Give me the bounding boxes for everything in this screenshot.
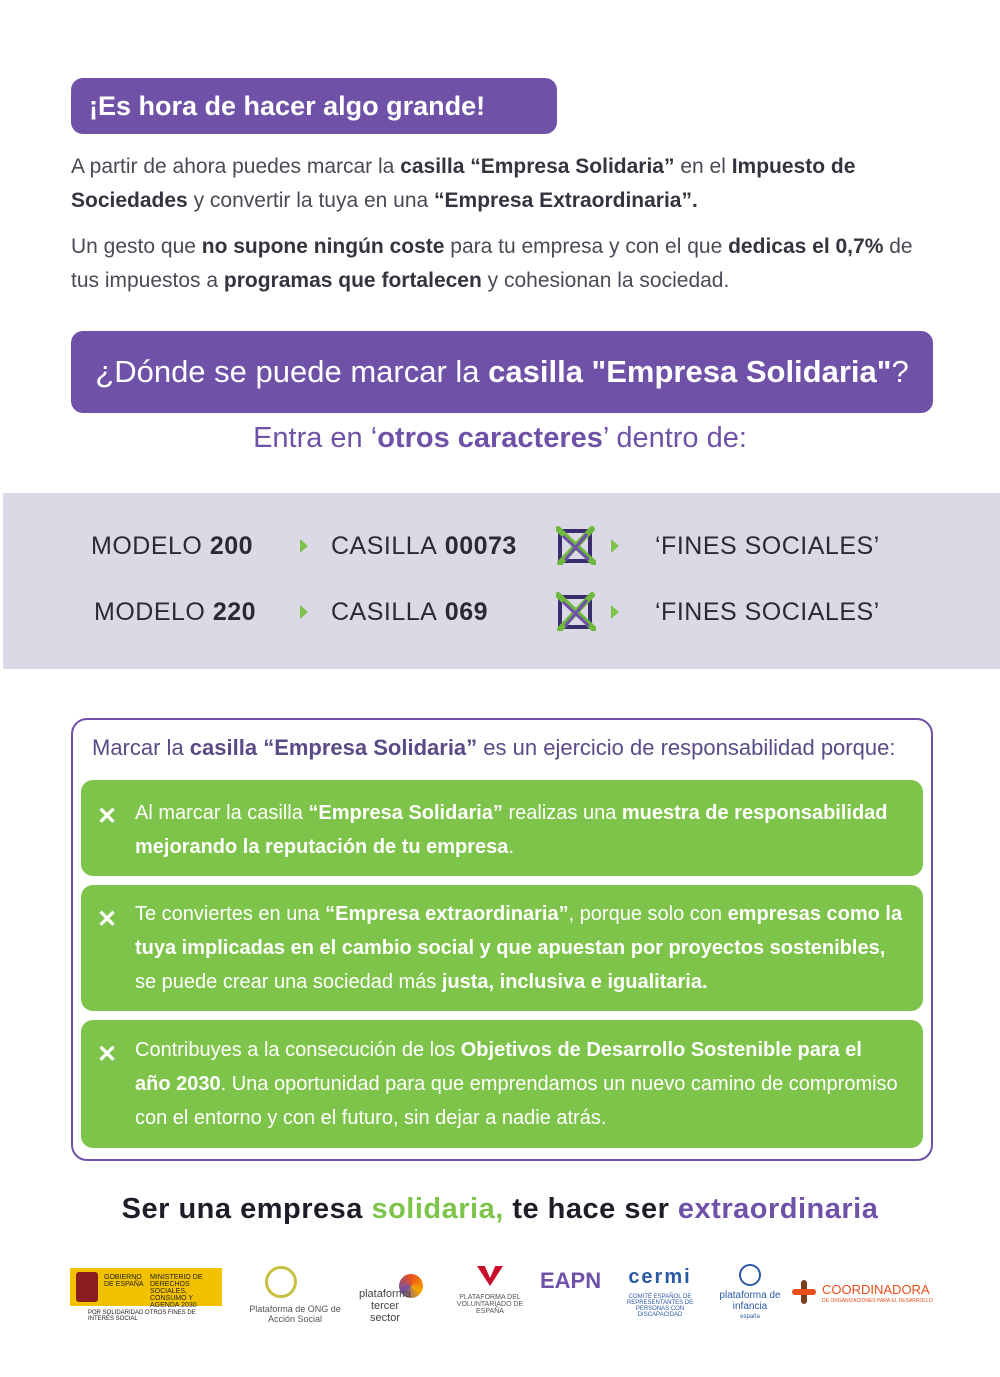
casilla-number: 069 [444, 598, 489, 626]
cermi-text: cermi [628, 1266, 692, 1288]
arrow-icon [611, 605, 619, 619]
reason-card-2 [81, 885, 923, 1011]
instruction-text [0, 422, 1000, 455]
ministerio-text: MINISTERIO DE DERECHOS SOCIALES, CONSUMO Y AGENDA 2030 [150, 1274, 203, 1309]
modelo-200-label [91, 532, 253, 561]
bold-segment: casilla “Empresa Solidaria” [400, 155, 675, 178]
modelo-number: 220 [212, 598, 257, 626]
ong-text: Plataforma de ONG de Acción Social [249, 1304, 341, 1324]
casilla-label: CASILLA [331, 532, 438, 560]
bold-segment: Objetivos de Desarrollo Sostenible para el año 2030 [135, 1039, 862, 1095]
gobierno-text: GOBIERNO DE ESPAÑA [104, 1274, 144, 1288]
casilla-label: CASILLA [331, 598, 438, 626]
bold-segment: “Empresa Solidaria” [308, 802, 503, 824]
modelo-label: MODELO [94, 598, 206, 626]
bold-segment: “Empresa Extraordinaria”. [434, 189, 698, 212]
infancia-text: plataforma de infancia [719, 1290, 781, 1312]
checked-box-icon [556, 591, 596, 631]
coordinadora-text: COORDINADORA [822, 1282, 930, 1297]
bold-segment: justa, inclusiva e igualitaria. [441, 971, 708, 993]
fines-sociales-label: ‘FINES SOCIALES’ [655, 598, 880, 626]
cross-icon: ✕ [97, 803, 118, 830]
cermi-sub-text: COMITÉ ESPAÑOL DE REPRESENTANTES DE PERSONAS CON DISCAPACIDAD [626, 1294, 694, 1318]
voluntariado-v-icon [477, 1266, 503, 1286]
voluntariado-logo [455, 1262, 525, 1332]
instruction-pre: Entra en ‘ [253, 422, 378, 454]
fines-sociales-label: ‘FINES SOCIALES’ [655, 532, 880, 560]
tercer-sector-text: plataforma tercer sector [359, 1288, 411, 1324]
text-segment: . Una oportunidad para que emprendamos un nuevo camino de compromiso con el entorno y con el futuro, sin dejar a nadie atrás. [135, 1073, 898, 1129]
partner-logos [70, 1262, 940, 1332]
plataforma-infancia-logo [715, 1262, 785, 1332]
arrow-icon [611, 539, 619, 553]
eapn-text: EAPN [540, 1268, 602, 1293]
text-segment: de tus impuestos a [71, 235, 913, 292]
instruction-bold: otros caracteres [377, 422, 603, 454]
coat-of-arms-icon [76, 1272, 98, 1302]
bold-segment: “Empresa extraordinaria” [325, 903, 569, 925]
reason-text-1 [135, 796, 903, 864]
casilla-069-label [331, 598, 488, 627]
cermi-logo [615, 1262, 705, 1332]
infancia-sub-text: españa [740, 1314, 760, 1320]
arrow-icon [300, 605, 308, 619]
coordinadora-sub-text: DE ORGANIZACIONES PARA EL DESARROLLO [822, 1298, 933, 1304]
text-segment: Al marcar la casilla [135, 802, 309, 824]
text-segment: para tu empresa y con el que [444, 235, 729, 258]
eapn-logo [540, 1262, 600, 1332]
slogan-extraordinaria: extraordinaria [677, 1193, 879, 1225]
bold-segment: programas que fortalecen [223, 269, 482, 292]
bold-segment: no supone ningún coste [201, 235, 445, 258]
text-segment: y cohesionan la sociedad. [481, 269, 730, 292]
casilla-00073-label [331, 532, 517, 561]
reason-card-1 [81, 780, 923, 876]
modelo-label: MODELO [91, 532, 203, 560]
intro-paragraph-2 [71, 230, 941, 298]
question-post: ? [891, 354, 909, 389]
intro-paragraph-1 [71, 150, 941, 218]
text-segment: Contribuyes a la consecución de los [135, 1039, 461, 1061]
bold-segment: casilla “Empresa Solidaria” [189, 735, 478, 760]
cross-icon: ✕ [97, 906, 118, 933]
bold-segment: Impuesto de Sociedades [71, 155, 856, 212]
question-banner [71, 331, 933, 413]
coordinadora-star-icon [792, 1280, 816, 1304]
instruction-post: ’ dentro de: [602, 422, 747, 454]
ong-circle-icon [265, 1266, 297, 1298]
coordinadora-logo [790, 1262, 940, 1332]
cross-icon: ✕ [97, 1041, 118, 1068]
text-segment: y convertir la tuya en una [187, 189, 435, 212]
slogan-part: te hace ser [503, 1193, 678, 1225]
bold-segment: dedicas el 0,7% [728, 235, 884, 258]
text-segment: es un ejercicio de responsabilidad porque: [477, 735, 896, 760]
text-segment: en el [674, 155, 732, 178]
text-segment: Te conviertes en una [135, 903, 326, 925]
text-segment: realizas una [502, 802, 622, 824]
slogan-solidaria: solidaria, [371, 1193, 504, 1225]
reason-text-2 [135, 897, 903, 999]
bold-segment: muestra de responsabilidad mejorando la reputación de tu empresa [135, 802, 888, 858]
text-segment: A partir de ahora puedes marcar la [71, 155, 401, 178]
gobierno-logo [70, 1262, 222, 1332]
headline-badge: ¡Es hora de hacer algo grande! [71, 78, 557, 134]
modelo-number: 200 [209, 532, 254, 560]
voluntariado-text: PLATAFORMA DEL VOLUNTARIADO DE ESPAÑA [456, 1294, 524, 1315]
text-segment: se puede crear una sociedad más [135, 971, 442, 993]
text-segment: , porque solo con [568, 903, 728, 925]
modelo-220-label [94, 598, 256, 627]
infancia-face-icon [739, 1264, 761, 1286]
reason-text-3 [135, 1033, 903, 1135]
reasons-heading [92, 735, 895, 761]
text-segment: Un gesto que [71, 235, 202, 258]
text-segment: Marcar la [92, 735, 190, 760]
checked-box-icon [556, 525, 596, 565]
models-band [3, 493, 1000, 669]
bold-segment: empresas como la tuya implicadas en el cambio social y que apuestan por proyectos sostenibles, [135, 903, 903, 959]
text-segment: . [508, 836, 514, 858]
gobierno-sub-text: POR SOLIDARIDAD OTROS FINES DE INTERÉS SOCIAL [88, 1310, 196, 1322]
casilla-number: 00073 [444, 532, 517, 560]
slogan [0, 1193, 1000, 1226]
question-bold: casilla "Empresa Solidaria" [488, 354, 892, 389]
plataforma-ong-logo [245, 1262, 345, 1332]
slogan-part: Ser una empresa [121, 1193, 372, 1225]
arrow-icon [300, 539, 308, 553]
question-pre: ¿Dónde se puede marcar la [95, 354, 489, 389]
tercer-sector-logo [355, 1262, 435, 1332]
reason-card-3 [81, 1020, 923, 1148]
